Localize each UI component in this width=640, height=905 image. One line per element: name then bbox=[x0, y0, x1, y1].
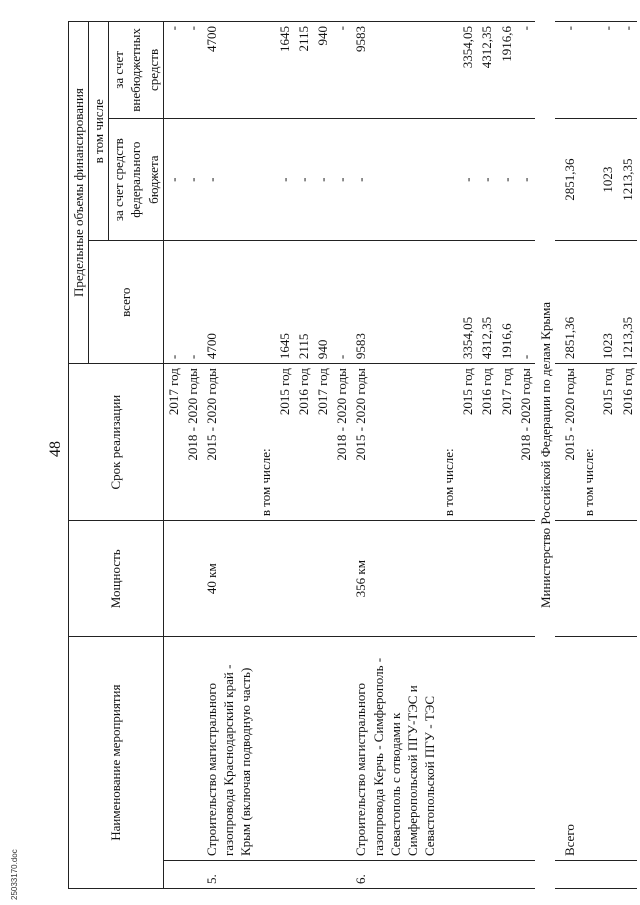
row-term: в том числе: bbox=[579, 364, 598, 521]
row-number bbox=[618, 861, 637, 889]
ministry-row bbox=[535, 22, 555, 889]
row-term: 2015 год bbox=[598, 364, 617, 521]
row-name: Строительство магистрального газопровода Керчь - Симферополь - Севастополь с отводами к Симферопольской ПГУ-ТЭС и Севастопольской ПГУ - ТЭС bbox=[351, 637, 439, 861]
row-capacity bbox=[275, 521, 294, 637]
row-extra bbox=[439, 22, 458, 119]
table-row bbox=[163, 22, 183, 889]
row-term: в том числе: bbox=[439, 364, 458, 521]
row-extra: 1645 bbox=[275, 22, 294, 119]
header-extra: за счет внебюджетных средств bbox=[109, 22, 163, 119]
row-capacity bbox=[497, 521, 516, 637]
row-extra: - bbox=[183, 22, 202, 119]
table-body bbox=[163, 22, 636, 889]
row-term: в том числе: bbox=[256, 364, 275, 521]
row-total bbox=[439, 241, 458, 364]
row-term: 2018 - 2020 годы bbox=[332, 364, 351, 521]
row-extra bbox=[256, 22, 275, 119]
row-name bbox=[439, 637, 458, 861]
row-capacity bbox=[256, 521, 275, 637]
table-row bbox=[477, 22, 496, 889]
row-name bbox=[618, 637, 637, 861]
row-capacity bbox=[313, 521, 332, 637]
header-total: всего bbox=[89, 241, 164, 364]
row-name: Всего bbox=[555, 637, 579, 861]
row-extra: 2115 bbox=[294, 22, 313, 119]
row-number bbox=[256, 861, 275, 889]
row-extra: 1916,6 bbox=[497, 22, 516, 119]
header-including: в том числе bbox=[89, 22, 109, 241]
row-capacity bbox=[458, 521, 477, 637]
row-name bbox=[477, 637, 496, 861]
row-capacity: 40 км bbox=[202, 521, 255, 637]
total-row bbox=[598, 22, 617, 889]
row-capacity bbox=[516, 521, 535, 637]
row-total: - bbox=[516, 241, 535, 364]
row-number bbox=[163, 861, 183, 889]
row-number bbox=[598, 861, 617, 889]
financing-table bbox=[68, 21, 637, 889]
row-number bbox=[458, 861, 477, 889]
table-row bbox=[439, 22, 458, 889]
row-total: - bbox=[163, 241, 183, 364]
row-number bbox=[579, 861, 598, 889]
table-row bbox=[294, 22, 313, 889]
row-federal bbox=[256, 118, 275, 241]
row-federal: 2851,36 bbox=[555, 118, 579, 241]
row-federal: - bbox=[516, 118, 535, 241]
row-extra: - bbox=[555, 22, 579, 119]
header-capacity: Мощность bbox=[69, 521, 164, 637]
row-federal: - bbox=[351, 118, 439, 241]
row-total: 4700 bbox=[202, 241, 255, 364]
row-number bbox=[183, 861, 202, 889]
row-number bbox=[313, 861, 332, 889]
total-row bbox=[618, 22, 637, 889]
row-total bbox=[579, 241, 598, 364]
row-term: 2015 год bbox=[275, 364, 294, 521]
header-limits: Предельные объемы финансирования bbox=[69, 22, 89, 364]
row-total: 1213,35 bbox=[618, 241, 637, 364]
row-total: 940 bbox=[313, 241, 332, 364]
row-capacity bbox=[477, 521, 496, 637]
row-federal: - bbox=[497, 118, 516, 241]
row-number: 6. bbox=[351, 861, 439, 889]
header-term: Срок реализации bbox=[69, 364, 164, 521]
row-federal: - bbox=[313, 118, 332, 241]
row-total: 2851,36 bbox=[555, 241, 579, 364]
row-name: Строительство магистрального газопровода Краснодарский край - Крым (включая подводную часть) bbox=[202, 637, 255, 861]
total-row bbox=[555, 22, 579, 889]
row-federal: - bbox=[163, 118, 183, 241]
row-capacity bbox=[332, 521, 351, 637]
row-total bbox=[256, 241, 275, 364]
row-name bbox=[497, 637, 516, 861]
row-term: 2015 год bbox=[458, 364, 477, 521]
row-term: 2016 год bbox=[294, 364, 313, 521]
header-name: Наименование мероприятия bbox=[69, 637, 164, 889]
row-capacity bbox=[439, 521, 458, 637]
total-row bbox=[579, 22, 598, 889]
ministry-heading: Министерство Российской Федерации по делам Крыма bbox=[537, 302, 553, 609]
row-name bbox=[163, 637, 183, 861]
row-number bbox=[439, 861, 458, 889]
row-federal: - bbox=[294, 118, 313, 241]
row-capacity bbox=[183, 521, 202, 637]
row-number bbox=[497, 861, 516, 889]
row-number bbox=[477, 861, 496, 889]
row-number bbox=[555, 861, 579, 889]
row-total: 9583 bbox=[351, 241, 439, 364]
rotated-table-container bbox=[68, 21, 635, 889]
row-extra: - bbox=[618, 22, 637, 119]
row-name bbox=[256, 637, 275, 861]
table-row bbox=[458, 22, 477, 889]
row-term: 2018 - 2020 годы bbox=[516, 364, 535, 521]
row-name bbox=[598, 637, 617, 861]
row-extra: 940 bbox=[313, 22, 332, 119]
table-row bbox=[202, 22, 255, 889]
row-extra: - bbox=[598, 22, 617, 119]
row-total: 1023 bbox=[598, 241, 617, 364]
row-name bbox=[183, 637, 202, 861]
table-row bbox=[275, 22, 294, 889]
row-capacity bbox=[294, 521, 313, 637]
row-extra: 3354,05 bbox=[458, 22, 477, 119]
header-federal: за счет средств федерального бюджета bbox=[109, 118, 163, 241]
page-number: 48 bbox=[47, 441, 64, 457]
row-capacity bbox=[618, 521, 637, 637]
row-name bbox=[294, 637, 313, 861]
row-name bbox=[332, 637, 351, 861]
row-term: 2016 год bbox=[477, 364, 496, 521]
row-name bbox=[313, 637, 332, 861]
row-federal: 1213,35 bbox=[618, 118, 637, 241]
row-federal: - bbox=[458, 118, 477, 241]
row-total: 2115 bbox=[294, 241, 313, 364]
row-name bbox=[516, 637, 535, 861]
row-federal bbox=[579, 118, 598, 241]
row-extra: 4312,35 bbox=[477, 22, 496, 119]
row-federal: - bbox=[202, 118, 255, 241]
row-federal bbox=[439, 118, 458, 241]
row-extra: - bbox=[516, 22, 535, 119]
table-row bbox=[313, 22, 332, 889]
row-federal: - bbox=[183, 118, 202, 241]
row-capacity bbox=[555, 521, 579, 637]
row-federal: - bbox=[477, 118, 496, 241]
row-term: 2017 год bbox=[497, 364, 516, 521]
row-term: 2017 год bbox=[313, 364, 332, 521]
row-federal: - bbox=[275, 118, 294, 241]
row-total: 1645 bbox=[275, 241, 294, 364]
table-row bbox=[332, 22, 351, 889]
row-federal: - bbox=[332, 118, 351, 241]
row-name bbox=[458, 637, 477, 861]
row-total: - bbox=[332, 241, 351, 364]
footer-filename: 25033170.doc bbox=[10, 849, 19, 900]
row-total: 4312,35 bbox=[477, 241, 496, 364]
row-extra: 9583 bbox=[351, 22, 439, 119]
row-capacity bbox=[163, 521, 183, 637]
row-number bbox=[332, 861, 351, 889]
table-row bbox=[516, 22, 535, 889]
row-capacity bbox=[598, 521, 617, 637]
row-capacity: 356 км bbox=[351, 521, 439, 637]
row-number bbox=[294, 861, 313, 889]
row-number bbox=[275, 861, 294, 889]
row-term: 2015 - 2020 годы bbox=[351, 364, 439, 521]
row-total: 1916,6 bbox=[497, 241, 516, 364]
row-number bbox=[516, 861, 535, 889]
row-term: 2016 год bbox=[618, 364, 637, 521]
row-name bbox=[275, 637, 294, 861]
row-total: - bbox=[183, 241, 202, 364]
row-capacity bbox=[579, 521, 598, 637]
row-number: 5. bbox=[202, 861, 255, 889]
table-row bbox=[497, 22, 516, 889]
row-total: 3354,05 bbox=[458, 241, 477, 364]
row-term: 2015 - 2020 годы bbox=[202, 364, 255, 521]
row-extra: - bbox=[332, 22, 351, 119]
table-row bbox=[256, 22, 275, 889]
row-term: 2018 - 2020 годы bbox=[183, 364, 202, 521]
row-term: 2015 - 2020 годы bbox=[555, 364, 579, 521]
table-row bbox=[351, 22, 439, 889]
table-row bbox=[183, 22, 202, 889]
row-name bbox=[579, 637, 598, 861]
row-federal: 1023 bbox=[598, 118, 617, 241]
row-term: 2017 год bbox=[163, 364, 183, 521]
row-extra: 4700 bbox=[202, 22, 255, 119]
row-extra: - bbox=[163, 22, 183, 119]
row-extra bbox=[579, 22, 598, 119]
